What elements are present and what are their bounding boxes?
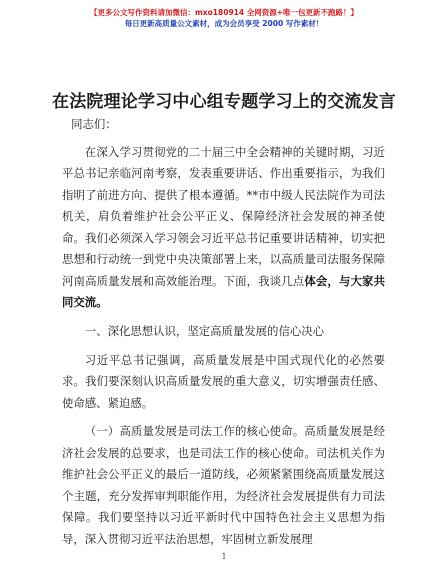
intro-paragraph-text: 在深入学习贯彻党的二十届三中全会精神的关键时期，习近平总书记亲临河南考察，发表重要讲话、作出重要指示，为我们指明了前进方向、提供了根本遵循。**市中级人民法院作为司法机关，肩负着维护社会公平正义、保障经济社会发展的神圣使命。我们必须深入学习领会习近平总书记重要讲话精神，切实把思想和行动统一到党中央决策部署上来，以高质量司法服务保障河南高质量发展和高效能治理。下面，我谈几点 [62,144,385,288]
promo-line-wechat: 【更多公文写作资料请加微信：mxo180914 全网资源+唯一包更新不跑路！】 [89,8,358,17]
document-body [62,114,385,557]
intro-paragraph-tail: 体会，与大家共同交流。 [62,273,385,309]
section-paragraph: 习近平总书记强调，高质量发展是中国式现代化的必然要求。我们要深刻认识高质量发展的重大意义，切实增强责任感、使命感、紧迫感。 [62,352,385,410]
promo-line-membership: 每日更新高质量公文素材，成为会员享受 2000 写作素材！ [124,19,324,28]
intro-paragraph [62,142,385,314]
document-title: 在法院理论学习中心组专题学习上的交流发言 [52,92,396,112]
salutation: 同志们： [71,117,117,131]
section-paragraph: （一）高质量发展是司法工作的核心使命。高质量发展是经济社会发展的总要求，也是司法工作的核心使命。司法机关作为维护社会公平正义的最后一道防线，必须紧紧围绕高质量发展这个主题，充分发挥审判职能作用，为经济社会发展提供有力司法保障。我们要坚持以习近平新时代中国特色社会主义思想为指导，深入贯彻习近平法治思想，牢固树立新发展理 [62,424,385,546]
promo-banner [0,7,448,29]
page-number: 1 [221,552,227,561]
section-heading: 一、深化思想认识，坚定高质量发展的信心决心 [84,323,325,338]
